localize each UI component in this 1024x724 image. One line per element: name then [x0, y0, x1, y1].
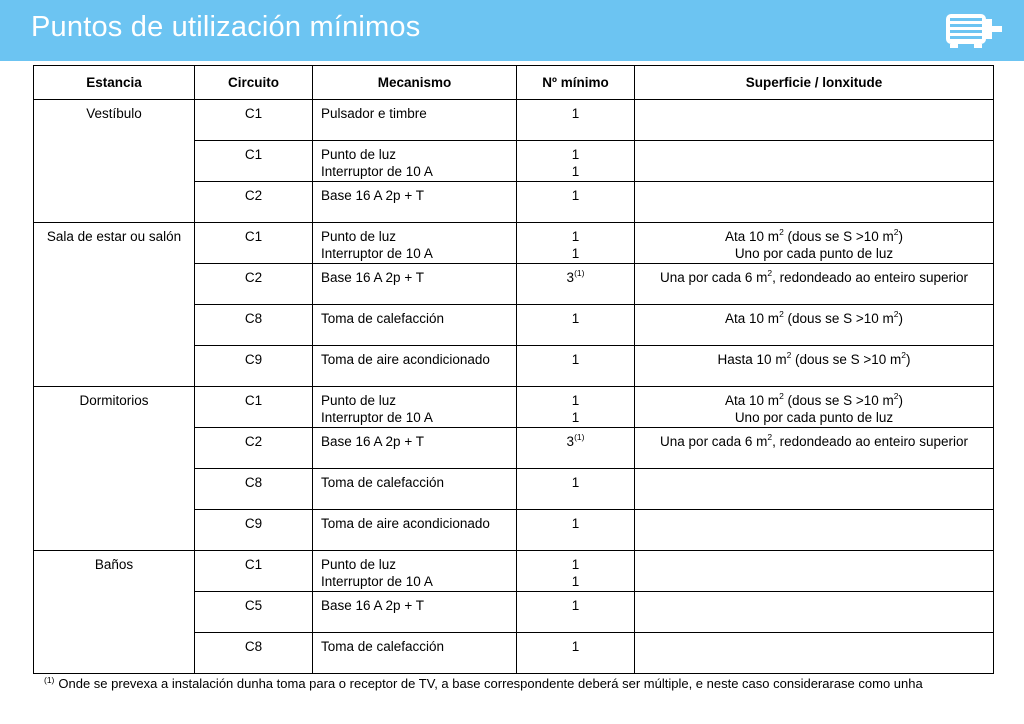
footnote-text: Onde se prevexa a instalación dunha toma para o receptor de TV, a base correspondente deberá ser múltiple, e neste caso considerarase como unha: [58, 676, 923, 691]
surface-line: Ata 10 $m^2$ (dous se S >10 $m^2$): [725, 391, 903, 408]
circuit-cell: C9: [195, 510, 313, 551]
table-row: [34, 551, 994, 592]
surface-cell: [635, 592, 994, 633]
minimum-cell: [517, 100, 635, 141]
room-cell: Vestíbulo: [34, 100, 195, 223]
minimum-line: 1: [571, 516, 580, 531]
surface-line: Uno por cada punto de luz: [734, 246, 894, 261]
surface-cell: [635, 346, 994, 387]
mechanism-line: Toma de aire acondicionado: [321, 352, 490, 367]
mechanism-line: Base 16 A 2p + T: [321, 188, 424, 203]
column-header: Estancia: [34, 66, 195, 100]
minimum-cell: [517, 305, 635, 346]
minimum-line: 1: [571, 311, 580, 326]
minimum-cell: [517, 346, 635, 387]
minimum-line: 3$^{(1)}$: [566, 268, 585, 285]
minimum-line: 1: [571, 106, 580, 121]
mechanism-cell: [313, 100, 517, 141]
minimum-cell: [517, 633, 635, 674]
mechanism-line: Pulsador e timbre: [321, 106, 427, 121]
mechanism-line: Interruptor de 10 A: [321, 574, 433, 589]
mechanism-line: Punto de luz: [321, 393, 397, 408]
slide-header: [0, 0, 1024, 61]
minimum-cell: [517, 264, 635, 305]
circuit-cell: C8: [195, 469, 313, 510]
minimum-line: 1: [571, 147, 580, 162]
mechanism-line: Toma de calefacción: [321, 311, 445, 326]
mechanism-line: Toma de calefacción: [321, 639, 445, 654]
minimum-cell: [517, 223, 635, 264]
minimum-cell: [517, 428, 635, 469]
circuit-cell: C1: [195, 387, 313, 428]
minimum-line: 1: [571, 164, 580, 179]
surface-cell: [635, 510, 994, 551]
minimum-line: 1: [571, 229, 580, 244]
surface-cell: [635, 182, 994, 223]
utilization-points-table: [33, 65, 994, 674]
minimum-cell: [517, 551, 635, 592]
minimum-cell: [517, 141, 635, 182]
circuit-cell: C1: [195, 141, 313, 182]
circuit-cell: C8: [195, 633, 313, 674]
surface-cell: [635, 428, 994, 469]
mechanism-line: Punto de luz: [321, 557, 397, 572]
mechanism-cell: [313, 592, 517, 633]
circuit-cell: C8: [195, 305, 313, 346]
mechanism-cell: [313, 387, 517, 428]
minimum-line: 1: [571, 639, 580, 654]
mechanism-cell: [313, 428, 517, 469]
column-header: Superficie / lonxitude: [635, 66, 994, 100]
surface-cell: [635, 264, 994, 305]
mechanism-line: Interruptor de 10 A: [321, 164, 433, 179]
mechanism-line: Base 16 A 2p + T: [321, 270, 424, 285]
table-body: [34, 100, 994, 674]
surface-line: Ata 10 $m^2$ (dous se S >10 $m^2$): [725, 309, 903, 326]
minimum-line: 1: [571, 188, 580, 203]
mechanism-cell: [313, 264, 517, 305]
mechanism-cell: [313, 510, 517, 551]
minimum-cell: [517, 510, 635, 551]
surface-cell: [635, 305, 994, 346]
minimum-line: 1: [571, 598, 580, 613]
surface-cell: [635, 387, 994, 428]
circuit-cell: C2: [195, 264, 313, 305]
table-row: [34, 223, 994, 264]
minimum-line: 1: [571, 557, 580, 572]
surface-cell: [635, 633, 994, 674]
room-cell: Baños: [34, 551, 195, 674]
surface-cell: [635, 141, 994, 182]
mechanism-line: Punto de luz: [321, 147, 397, 162]
mechanism-cell: [313, 141, 517, 182]
minimum-line: 1: [571, 475, 580, 490]
mechanism-line: Punto de luz: [321, 229, 397, 244]
mechanism-cell: [313, 346, 517, 387]
circuit-cell: C2: [195, 428, 313, 469]
footnote: [44, 676, 1024, 691]
minimum-line: 3$^{(1)}$: [566, 432, 585, 449]
electric-motor-icon: [944, 10, 1006, 55]
minimum-line: 1: [571, 574, 580, 589]
surface-cell: [635, 223, 994, 264]
mechanism-cell: [313, 305, 517, 346]
minimum-cell: [517, 387, 635, 428]
table-row: [34, 387, 994, 428]
minimum-cell: [517, 182, 635, 223]
minimum-line: 1: [571, 246, 580, 261]
mechanism-line: Toma de aire acondicionado: [321, 516, 490, 531]
surface-cell: [635, 551, 994, 592]
table-row: [34, 100, 994, 141]
surface-cell: [635, 100, 994, 141]
circuit-cell: C5: [195, 592, 313, 633]
mechanism-line: Interruptor de 10 A: [321, 246, 433, 261]
surface-line: Una por cada 6 $m^2$, redondeado ao enteiro superior: [660, 432, 968, 449]
mechanism-line: Base 16 A 2p + T: [321, 434, 424, 449]
minimum-cell: [517, 469, 635, 510]
minimum-line: 1: [571, 410, 580, 425]
circuit-cell: C9: [195, 346, 313, 387]
circuit-cell: C2: [195, 182, 313, 223]
mechanism-cell: [313, 182, 517, 223]
surface-cell: [635, 469, 994, 510]
minimum-line: 1: [571, 393, 580, 408]
minimum-cell: [517, 592, 635, 633]
footnote-marker: (1): [44, 676, 55, 685]
room-cell: Sala de estar ou salón: [34, 223, 195, 387]
surface-line: Ata 10 $m^2$ (dous se S >10 $m^2$): [725, 227, 903, 244]
circuit-cell: C1: [195, 100, 313, 141]
circuit-cell: C1: [195, 551, 313, 592]
mechanism-line: Toma de calefacción: [321, 475, 445, 490]
mechanism-cell: [313, 633, 517, 674]
column-header: Circuito: [195, 66, 313, 100]
minimum-line: 1: [571, 352, 580, 367]
mechanism-cell: [313, 469, 517, 510]
mechanism-line: Interruptor de 10 A: [321, 410, 433, 425]
mechanism-cell: [313, 551, 517, 592]
surface-line: Hasta 10 $m^2$ (dous se S >10 $m^2$): [717, 350, 911, 367]
mechanism-line: Base 16 A 2p + T: [321, 598, 424, 613]
column-header: Mecanismo: [313, 66, 517, 100]
surface-line: Una por cada 6 $m^2$, redondeado ao enteiro superior: [660, 268, 968, 285]
table-header-row: [34, 66, 994, 100]
room-cell: Dormitorios: [34, 387, 195, 551]
column-header: Nº mínimo: [517, 66, 635, 100]
mechanism-cell: [313, 223, 517, 264]
surface-line: Uno por cada punto de luz: [734, 410, 894, 425]
circuit-cell: C1: [195, 223, 313, 264]
page-title: Puntos de utilización mínimos: [31, 11, 421, 43]
